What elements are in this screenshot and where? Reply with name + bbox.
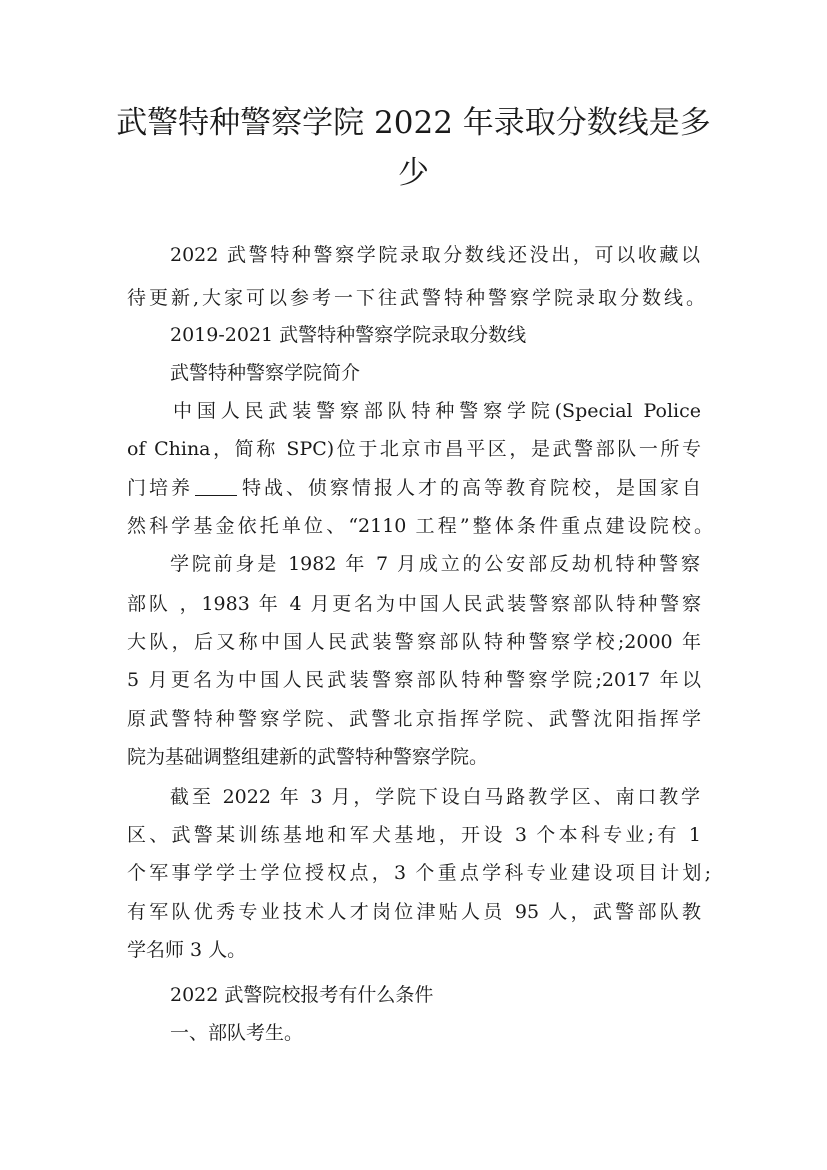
para3-line-5: 学名师 3 人。 [127,939,247,961]
para3-line-4: 有军队优秀专业技术人才岗位津贴人员 95 人，武警部队教 [127,901,701,923]
para2-line-1: 学院前身是 1982 年 7 月成立的公安部反劫机特种警察 [170,553,700,575]
para2-line-6: 院为基础调整组建新的武警特种警察学院。 [127,746,489,768]
intro-line-1: 2022 武警特种警察学院录取分数线还没出，可以收藏以 [170,244,700,266]
para1-line-3-end: 特战、侦察情报人才的高等教育院校，是国家自 [239,477,701,499]
para2-line-3: 大队，后又称中国人民武装警察部队特种警察学校;2000 年 [127,631,701,653]
para2-line-5: 原武警特种警察学院、武警北京指挥学院、武警沈阳指挥学 [127,708,701,730]
para1-line-2: of China，简称 SPC)位于北京市昌平区，是武警部队一所专 [127,438,701,460]
para1-line-3-start: 门培养 [127,477,193,499]
para3-line-2: 区、武警某训练基地和军犬基地，开设 3 个本科专业;有 1 [127,824,701,846]
intro-line-2: 待更新,大家可以参考一下往武警特种警察学院录取分数线。 [127,287,705,309]
conditions-heading: 2022 武警院校报考有什么条件 [170,984,434,1006]
para2-line-2: 部队 ，1983 年 4 月更名为中国人民武装警察部队特种警察 [127,593,701,615]
intro-heading: 武警特种警察学院简介 [170,362,361,384]
para1-line-3 [127,476,701,500]
document-title [100,98,727,198]
troops-heading: 一、部队考生。 [170,1022,304,1044]
para3-line-3: 个军事学学士学位授权点，3 个重点学科专业建设项目计划; [127,862,711,884]
para3-line-1: 截至 2022 年 3 月，学院下设白马路教学区、南口教学 [170,786,700,808]
fill-in-blank [195,494,237,496]
para1-line-4: 然科学基金依托单位、“2110 工程”整体条件重点建设院校。 [127,515,713,537]
para1-line-1: 中国人民武装警察部队特种警察学院(Special Police [173,400,701,422]
scores-heading: 2019-2021 武警特种警察学院录取分数线 [170,324,527,346]
title-line-1: 武警特种警察学院 2022 年录取分数线是多 [116,105,711,141]
para2-line-4: 5 月更名为中国人民武装警察部队特种警察学院;2017 年以 [127,669,701,691]
title-line-2: 少 [398,155,429,191]
